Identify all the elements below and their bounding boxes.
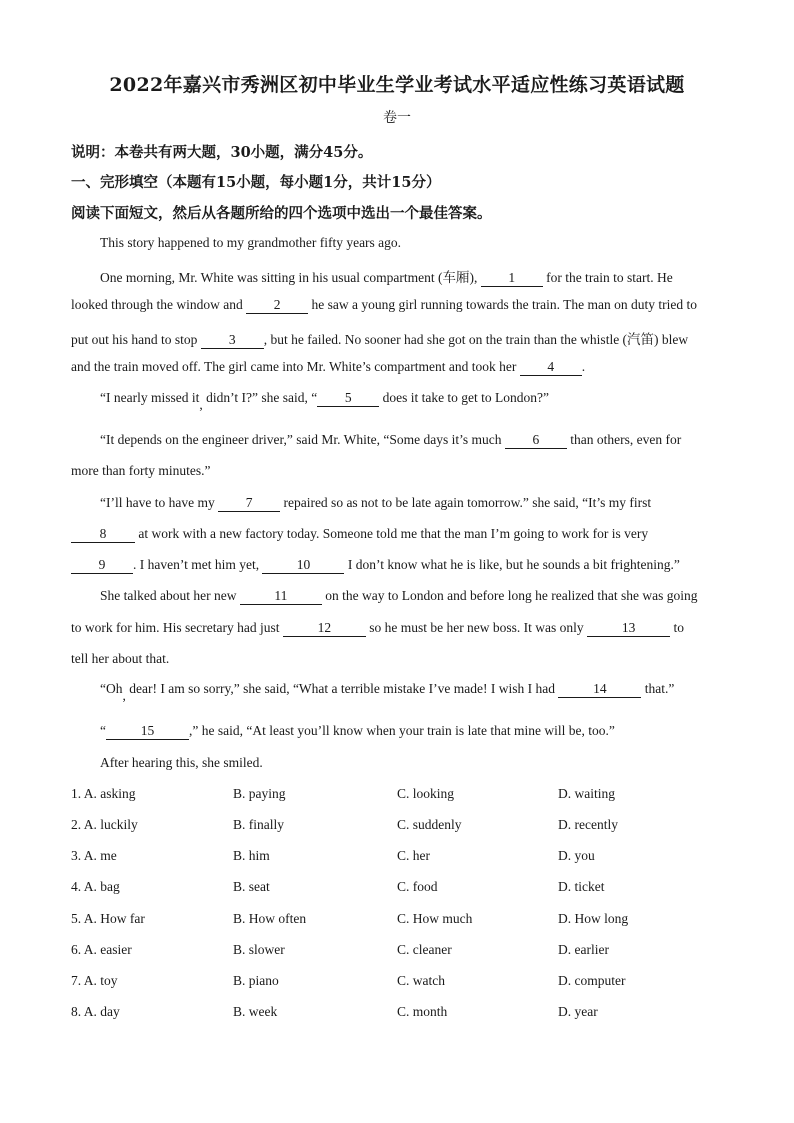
blank-12[interactable]: 12 bbox=[283, 621, 366, 637]
option-b[interactable]: B. paying bbox=[233, 786, 286, 801]
passage-line: “I’ll have to have my 7 repaired so as not to be late again tomorrow.” she said, “It’s my first bbox=[100, 495, 652, 510]
question-row bbox=[71, 973, 731, 993]
question-row bbox=[71, 879, 731, 899]
option-a[interactable]: 2. A. luckily bbox=[71, 817, 138, 832]
section-heading: 一、完形填空（本题有15小题，每小题1分，共计15分） bbox=[71, 174, 441, 191]
passage-line: “I nearly missed it, didn’t I?” she said, “ 5 does it take to get to London?” bbox=[100, 390, 550, 412]
blank-3[interactable]: 3 bbox=[201, 333, 264, 349]
passage-line: “ 15 ,” he said, “At least you’ll know when your train is late that mine will be, too.” bbox=[100, 723, 615, 738]
blank-8[interactable]: 8 bbox=[71, 527, 135, 543]
option-b[interactable]: B. How often bbox=[233, 911, 307, 926]
question-row bbox=[71, 848, 731, 868]
option-a[interactable]: 5. A. How far bbox=[71, 911, 145, 926]
blank-11[interactable]: 11 bbox=[240, 589, 322, 605]
option-c[interactable]: C. How much bbox=[397, 911, 473, 926]
option-b[interactable]: B. him bbox=[233, 848, 270, 863]
question-row bbox=[71, 942, 731, 962]
blank-6[interactable]: 6 bbox=[505, 433, 567, 449]
passage-line: and the train moved off. The girl came into Mr. White’s compartment and took her 4 . bbox=[71, 359, 586, 374]
question-row bbox=[71, 817, 731, 837]
blank-2[interactable]: 2 bbox=[246, 298, 308, 314]
blank-9[interactable]: 9 bbox=[71, 558, 133, 574]
blank-14[interactable]: 14 bbox=[558, 682, 641, 698]
passage-line: She talked about her new 11 on the way to London and before long he realized that she was going bbox=[100, 588, 698, 603]
option-c[interactable]: C. watch bbox=[397, 973, 445, 988]
option-a[interactable]: 1. A. asking bbox=[71, 786, 136, 801]
option-b[interactable]: B. week bbox=[233, 1004, 278, 1019]
passage-line: “Oh, dear! I am so sorry,” she said, “What a terrible mistake I’ve made! I wish I had 14 that.” bbox=[100, 681, 675, 703]
option-c[interactable]: C. looking bbox=[397, 786, 455, 801]
blank-4[interactable]: 4 bbox=[520, 360, 582, 376]
blank-1[interactable]: 1 bbox=[481, 271, 543, 287]
blank-5[interactable]: 5 bbox=[317, 391, 379, 407]
option-c[interactable]: C. cleaner bbox=[397, 942, 452, 957]
option-d[interactable]: D. ticket bbox=[558, 879, 605, 894]
option-a[interactable]: 6. A. easier bbox=[71, 942, 132, 957]
option-c[interactable]: C. her bbox=[397, 848, 430, 863]
exam-note: 说明：本卷共有两大题，30小题，满分45分。 bbox=[71, 144, 373, 161]
option-d[interactable]: D. recently bbox=[558, 817, 618, 832]
passage-line: more than forty minutes.” bbox=[71, 463, 211, 478]
passage-line: looked through the window and 2 he saw a young girl running towards the train. The man on duty tried to bbox=[71, 297, 698, 312]
passage-line: After hearing this, she smiled. bbox=[100, 755, 263, 770]
option-b[interactable]: B. slower bbox=[233, 942, 285, 957]
option-b[interactable]: B. piano bbox=[233, 973, 279, 988]
option-b[interactable]: B. finally bbox=[233, 817, 284, 832]
option-d[interactable]: D. waiting bbox=[558, 786, 615, 801]
passage-line: This story happened to my grandmother fifty years ago. bbox=[100, 235, 402, 250]
passage-line: “It depends on the engineer driver,” said Mr. White, “Some days it’s much 6 than others, even for bbox=[100, 432, 682, 447]
question-row bbox=[71, 911, 731, 931]
blank-10[interactable]: 10 bbox=[262, 558, 344, 574]
option-d[interactable]: D. year bbox=[558, 1004, 598, 1019]
option-a[interactable]: 7. A. toy bbox=[71, 973, 118, 988]
blank-15[interactable]: 15 bbox=[106, 724, 189, 740]
blank-7[interactable]: 7 bbox=[218, 496, 280, 512]
option-d[interactable]: D. How long bbox=[558, 911, 629, 926]
option-d[interactable]: D. earlier bbox=[558, 942, 609, 957]
passage-line: 9 . I haven’t met him yet, 10 I don’t know what he is like, but he sounds a bit frightening.” bbox=[71, 557, 680, 574]
option-c[interactable]: C. suddenly bbox=[397, 817, 462, 832]
page-title: 2022年嘉兴市秀洲区初中毕业生学业考试水平适应性练习英语试题 bbox=[109, 74, 685, 96]
question-row bbox=[71, 1004, 731, 1024]
option-d[interactable]: D. computer bbox=[558, 973, 626, 988]
passage-line: put out his hand to stop 3 , but he failed. No sooner had she got on the train than the whistle (汽笛) blew bbox=[71, 332, 689, 347]
passage-line: tell her about that. bbox=[71, 651, 170, 666]
option-a[interactable]: 8. A. day bbox=[71, 1004, 120, 1019]
option-d[interactable]: D. you bbox=[558, 848, 595, 863]
passage-line: to work for him. His secretary had just 12 so he must be her new boss. It was only 13 to bbox=[71, 620, 684, 635]
option-b[interactable]: B. seat bbox=[233, 879, 270, 894]
section-directions: 阅读下面短文，然后从各题所给的四个选项中选出一个最佳答案。 bbox=[71, 205, 492, 222]
page-subtitle: 卷一 bbox=[383, 110, 411, 126]
option-c[interactable]: C. month bbox=[397, 1004, 448, 1019]
passage-line: 8 at work with a new factory today. Someone told me that the man I’m going to work for is very bbox=[71, 526, 648, 543]
blank-13[interactable]: 13 bbox=[587, 621, 670, 637]
passage-line: One morning, Mr. White was sitting in his usual compartment (车厢), 1 for the train to start. He bbox=[100, 270, 673, 285]
option-a[interactable]: 4. A. bag bbox=[71, 879, 120, 894]
option-a[interactable]: 3. A. me bbox=[71, 848, 117, 863]
option-c[interactable]: C. food bbox=[397, 879, 438, 894]
question-row bbox=[71, 786, 731, 806]
